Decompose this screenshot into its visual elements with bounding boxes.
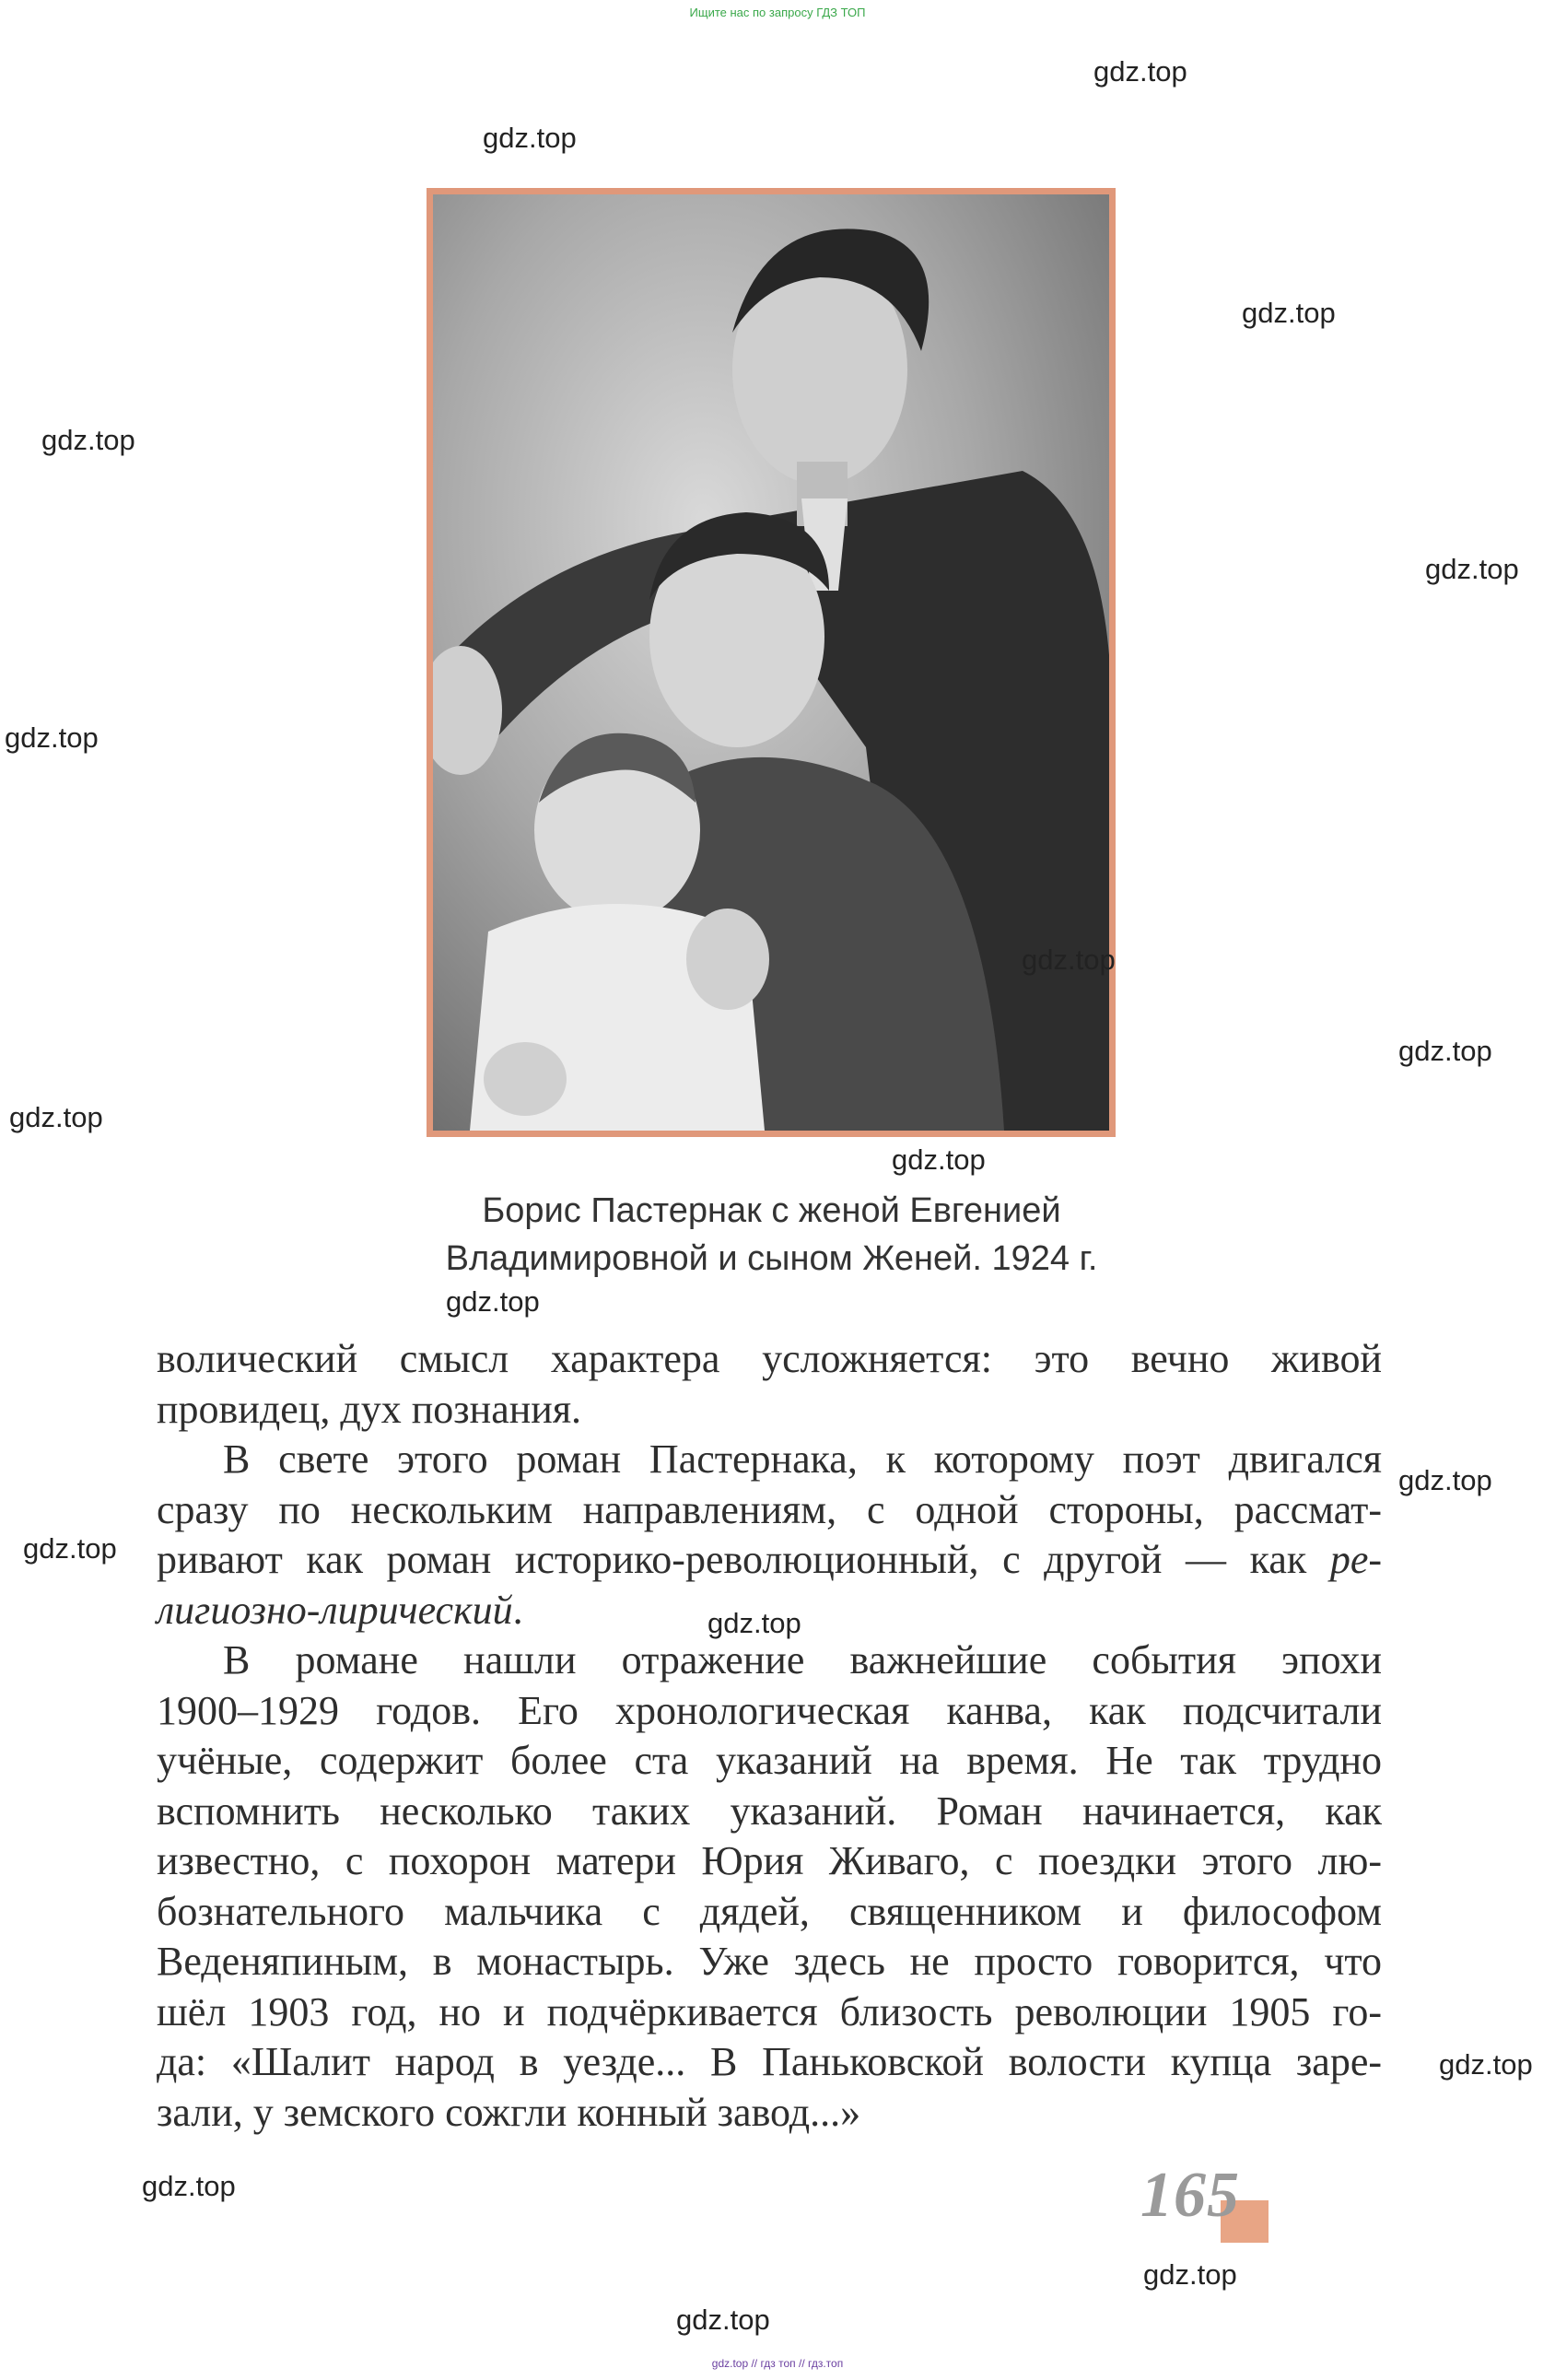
page-number: 165 xyxy=(1140,2160,1240,2231)
watermark: gdz.top xyxy=(1398,1464,1492,1496)
watermark: gdz.top xyxy=(142,2170,236,2202)
watermark: gdz.top xyxy=(9,1101,103,1133)
watermark: gdz.top xyxy=(1143,2258,1237,2291)
caption-line: Владимировной и сыном Женей. 1924 г. xyxy=(445,1239,1098,1278)
text-line: волический смысл характера усложняется: это вечно живой xyxy=(157,1336,1382,1381)
text-fragment: . xyxy=(512,1587,523,1633)
text-line: вспомнить несколько таких указаний. Роман начинается, как xyxy=(157,1788,1382,1834)
text-line: сразу по нескольким направлениям, с одной стороны, рассмат- xyxy=(157,1486,1382,1532)
watermark: gdz.top xyxy=(676,2304,770,2336)
text-line: бознательного мальчика с дядей, священником и философом xyxy=(157,1888,1382,1934)
italic-fragment: ре- xyxy=(1329,1537,1382,1582)
top-banner: Ищите нас по запросу ГДЗ ТОП xyxy=(689,6,866,19)
text-line xyxy=(157,1535,1382,1586)
text-line: учёные, содержит более ста указаний на время. Не так трудно xyxy=(157,1738,1382,1783)
text-line: да: «Шалит народ в уезде... В Паньковской волости купца заре- xyxy=(157,2039,1382,2084)
watermark: gdz.top xyxy=(1439,2048,1533,2081)
watermark: gdz.top xyxy=(1425,553,1519,585)
watermark: gdz.top xyxy=(483,122,577,154)
text-line: известно, с похорон матери Юрия Живаго, с поездки этого лю- xyxy=(157,1838,1382,1883)
caption-line: Борис Пастернак с женой Евгенией xyxy=(482,1191,1061,1230)
watermark: gdz.top xyxy=(707,1607,801,1639)
watermark: gdz.top xyxy=(1242,297,1336,329)
text-line: Веденяпиным, в монастырь. Уже здесь не просто говорится, что xyxy=(157,1939,1382,1984)
text-fragment: ривают как роман историко-революционный, с другой — как xyxy=(157,1537,1330,1582)
watermark: gdz.top xyxy=(1093,55,1187,88)
family-portrait-photo xyxy=(427,188,1116,1137)
watermark: gdz.top xyxy=(1022,944,1116,976)
watermark: gdz.top xyxy=(23,1532,117,1565)
text-line: В свете этого роман Пастернака, к которому поэт двигался xyxy=(223,1436,1382,1482)
watermark: gdz.top xyxy=(892,1143,986,1176)
text-line: провидец, дух познания. xyxy=(157,1386,582,1432)
footer-banner: gdz.top // гдз топ // гдз.топ xyxy=(711,2357,844,2370)
text-line: зали, у земского сожгли конный завод...» xyxy=(157,2089,861,2135)
text-line: 1900–1929 годов. Его хронологическая канва, как подсчитали xyxy=(157,1687,1382,1733)
photo-caption xyxy=(368,1187,1175,1283)
watermark: gdz.top xyxy=(1398,1035,1492,1067)
watermark: gdz.top xyxy=(5,721,99,754)
body-text xyxy=(157,1334,1382,2138)
watermark: gdz.top xyxy=(446,1285,540,1318)
text-line: шёл 1903 год, но и подчёркивается близость революции 1905 го- xyxy=(157,1988,1382,2034)
italic-fragment: лигиозно-лирический xyxy=(157,1587,513,1633)
watermark: gdz.top xyxy=(41,424,135,456)
photo-image xyxy=(433,194,1109,1131)
text-line: В романе нашли отражение важнейшие события эпохи xyxy=(223,1637,1382,1682)
